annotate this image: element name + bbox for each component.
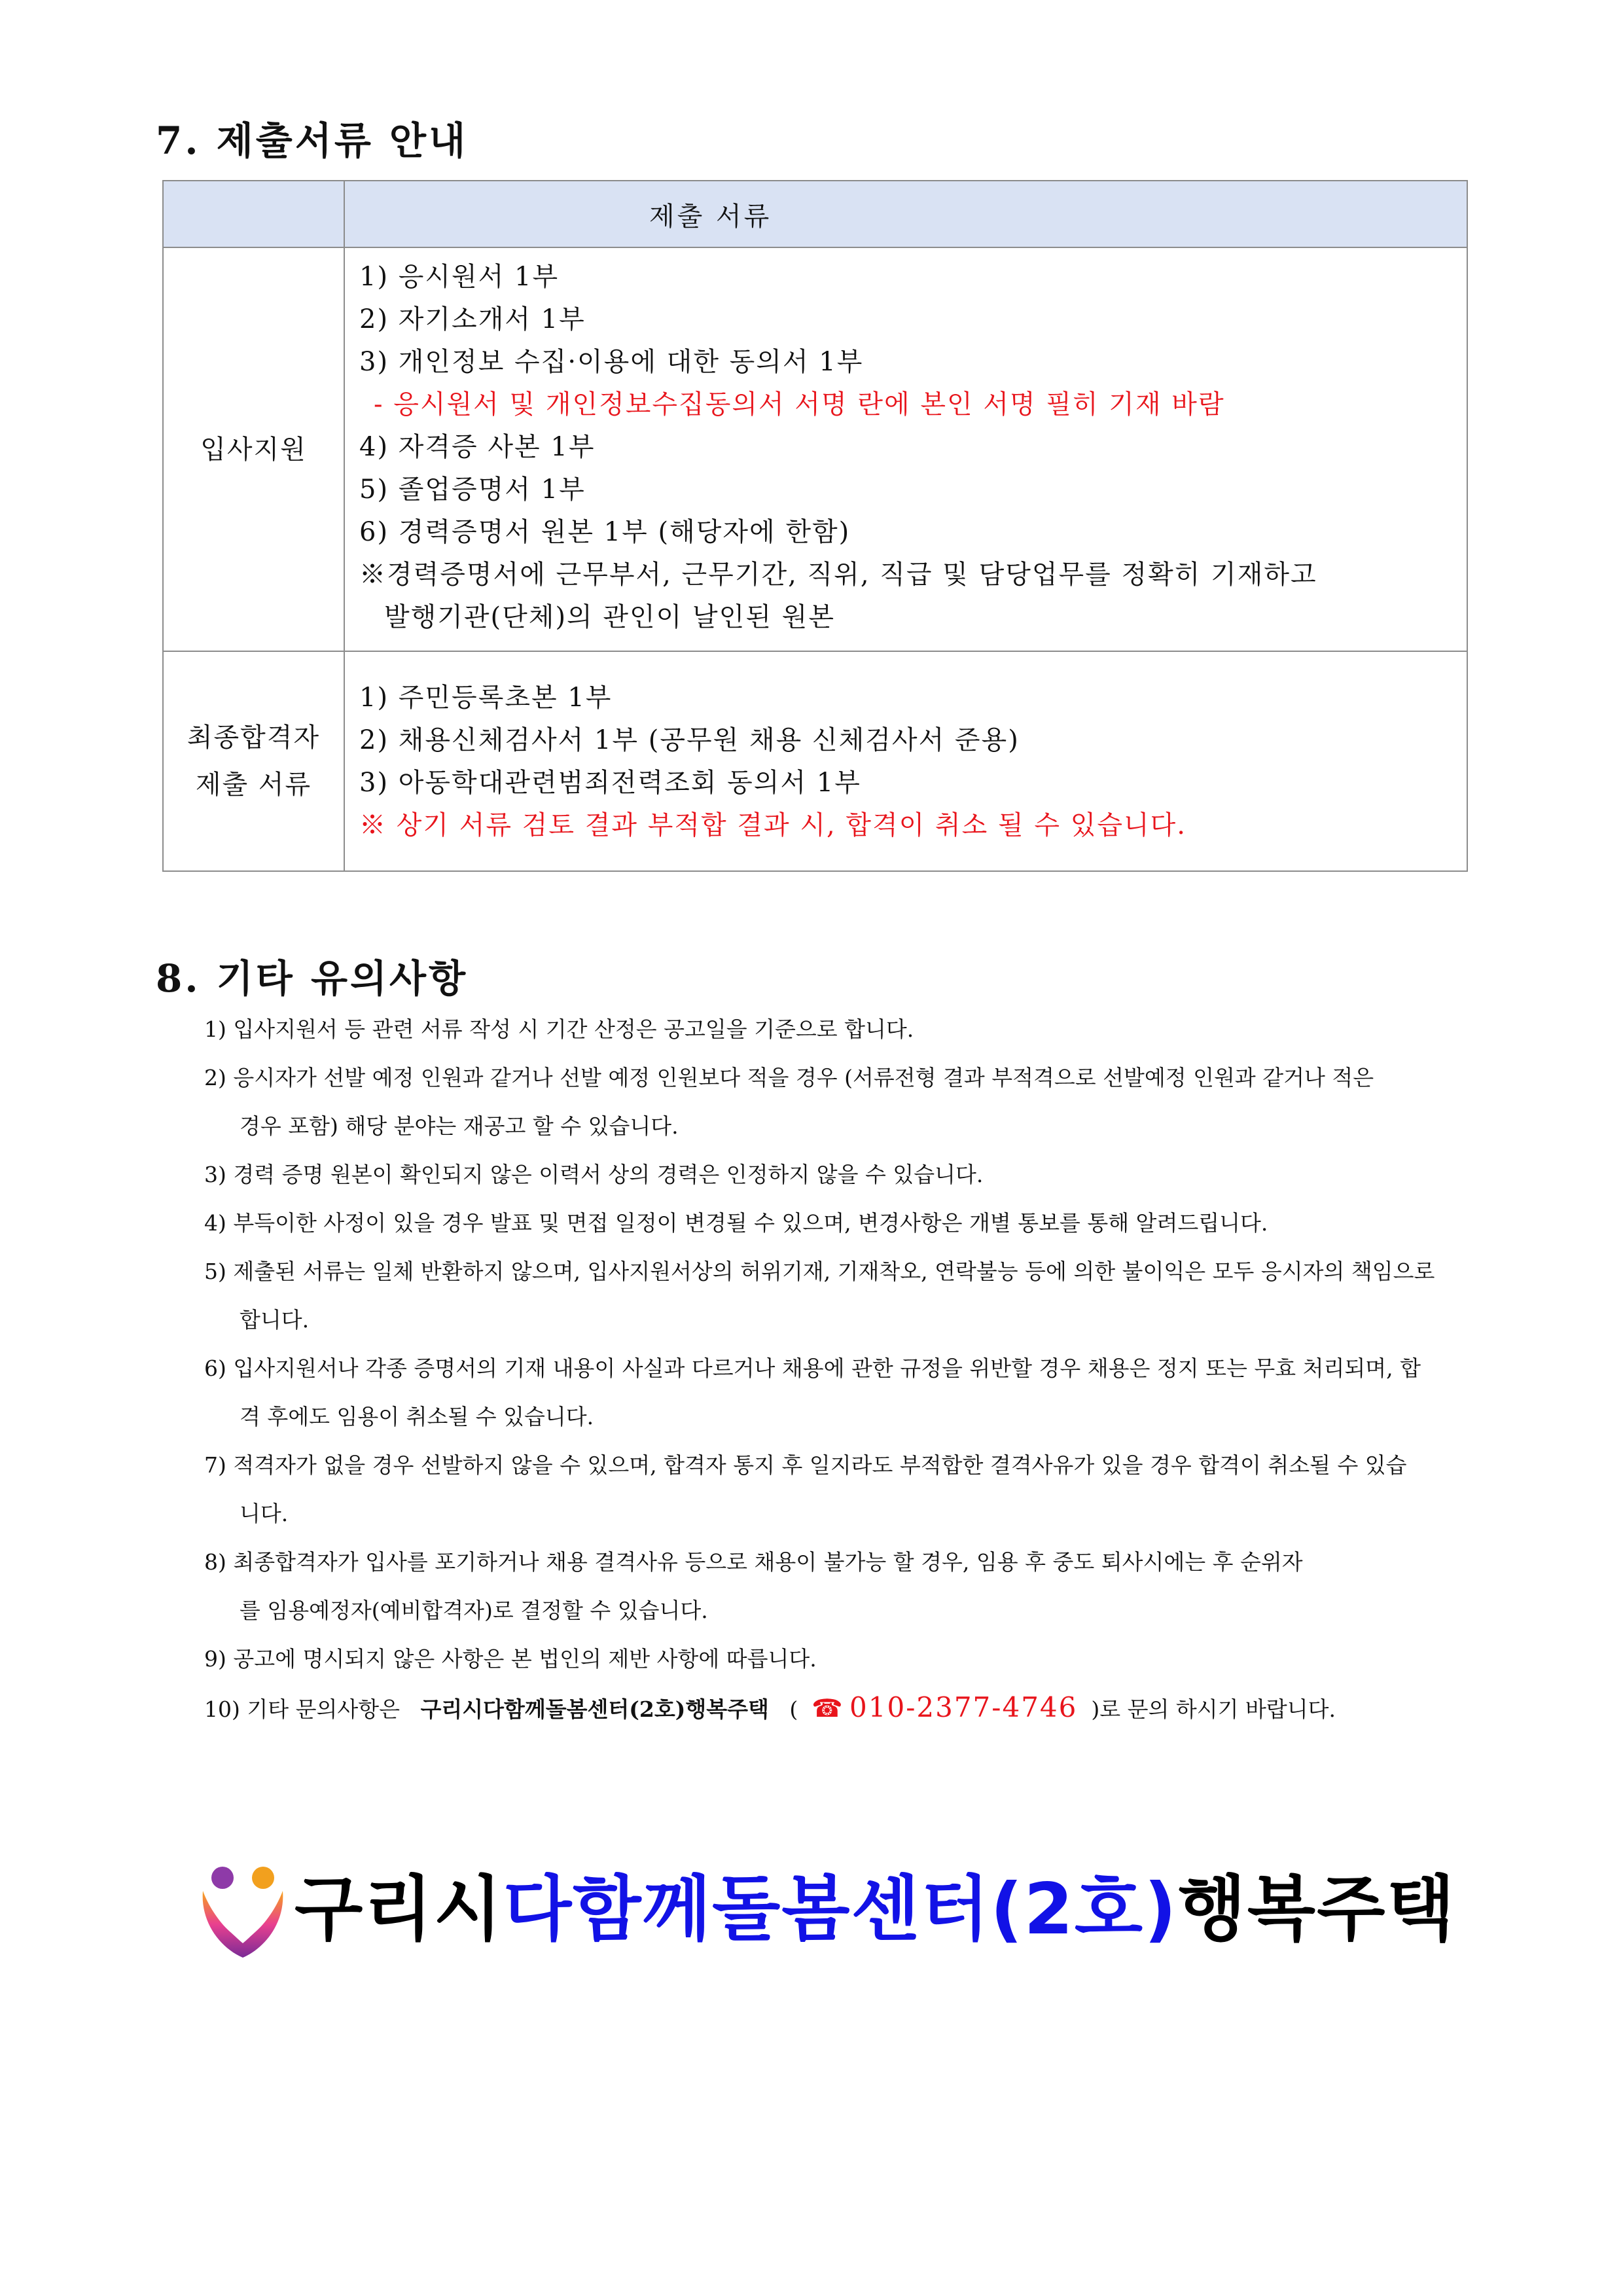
- contact-open-paren: (: [789, 1696, 798, 1722]
- note-item-continuation: 합니다.: [240, 1307, 310, 1333]
- logo-text-part: 구리시: [294, 1869, 503, 1950]
- note-item-continuation: 격 후에도 임용이 취소될 수 있습니다.: [240, 1404, 594, 1429]
- contact-suffix: )로 문의 하시기 바랍니다.: [1091, 1696, 1336, 1722]
- notes-list: [204, 1005, 1487, 1734]
- cancellation-warning: ※ 상기 서류 검토 결과 부적합 결과 시, 합격이 취소 될 수 있습니다.: [359, 810, 1187, 840]
- note-item-continuation: 경우 포함) 해당 분야는 재공고 할 수 있습니다.: [240, 1113, 679, 1139]
- list-item: 5) 졸업증명서 1부: [359, 475, 586, 505]
- note-item: 4) 부득이한 사정이 있을 경우 발표 및 면접 일정이 변경될 수 있으며, 변경사항은 개별 통보를 통해 알려드립니다.: [204, 1210, 1268, 1236]
- contact-organization: 구리시다함께돌봄센터(2호)행복주택: [420, 1696, 769, 1722]
- list-item: 1) 주민등록초본 1부: [359, 683, 613, 713]
- organization-logo: [194, 1857, 1456, 1962]
- list-item: 6) 경력증명서 원본 1부 (해당자에 한함): [359, 517, 851, 547]
- category-line: 최종합격자: [187, 723, 321, 753]
- note-item: 6) 입사지원서나 각종 증명서의 기재 내용이 사실과 다르거나 채용에 관한 규정을 위반할 경우 채용은 정지 또는 무효 처리되며, 합: [204, 1355, 1421, 1381]
- list-item: 3) 아동학대관련범죄전력조회 동의서 1부: [359, 768, 861, 798]
- organization-logo-text: [294, 1869, 1456, 1950]
- note-item: 3) 경력 증명 원본이 확인되지 않은 이력서 상의 경력은 인정하지 않을 수 있습니다.: [204, 1162, 984, 1187]
- table-row-final-candidates: [163, 651, 1467, 871]
- note-item: 2) 응시자가 선발 예정 인원과 같거나 선발 예정 인원보다 적을 경우 (서류전형 결과 부적격으로 선발예정 인원과 같거나 적은: [204, 1065, 1374, 1090]
- career-certificate-note-cont: 발행기관(단체)의 관인이 날인된 원본: [384, 602, 835, 632]
- note-item: 5) 제출된 서류는 일체 반환하지 않으며, 입사지원서상의 허위기재, 기재착오, 연락불능 등에 의한 불이익은 모두 응시자의 책임으로: [204, 1259, 1435, 1284]
- list-item: 2) 자기소개서 1부: [359, 304, 586, 334]
- table-header-category: [163, 181, 344, 247]
- note-item: 8) 최종합격자가 입사를 포기하거나 채용 결격사유 등으로 채용이 불가능 할 경우, 임용 후 중도 퇴사시에는 후 순위자: [204, 1549, 1303, 1575]
- final-documents-list: [344, 651, 1467, 871]
- category-final-candidates: [163, 651, 344, 871]
- note-item: 1) 입사지원서 등 관련 서류 작성 시 기간 산정은 공고일을 기준으로 합니다.: [204, 1016, 914, 1042]
- logo-text-part: 행복주택: [1177, 1869, 1456, 1950]
- application-documents-list: [344, 247, 1467, 651]
- list-item: 4) 자격증 사본 1부: [359, 432, 596, 462]
- note-item-continuation: 를 임용예정자(예비합격자)로 결정할 수 있습니다.: [240, 1598, 708, 1623]
- submission-documents-table: [162, 180, 1468, 872]
- note-item: 7) 적격자가 없을 경우 선발하지 않을 수 있으며, 합격자 통지 후 일지라도 부적합한 결격사유가 있을 경우 합격이 취소될 수 있습: [204, 1452, 1407, 1478]
- list-item: 2) 채용신체검사서 1부 (공무원 채용 신체검사서 준용): [359, 725, 1020, 755]
- table-header-row: [163, 181, 1467, 247]
- category-application: 입사지원: [163, 247, 344, 651]
- logo-text-part: 다함께돌봄센터(2호): [503, 1869, 1178, 1950]
- section-7-title: 7. 제출서류 안내: [156, 118, 469, 163]
- category-line: 제출 서류: [195, 770, 312, 800]
- contact-phone-number: 010-2377-4746: [849, 1691, 1078, 1723]
- contact-note: [204, 1683, 1487, 1734]
- list-item: 1) 응시원서 1부: [359, 262, 560, 292]
- phone-icon: ☎: [812, 1694, 843, 1723]
- table-header-documents: 제출 서류: [344, 181, 1467, 247]
- career-certificate-note: ※경력증명서에 근무부서, 근무기간, 직위, 직급 및 담당업무를 정확히 기재하고: [359, 560, 1317, 590]
- list-item: 3) 개인정보 수집·이용에 대한 동의서 1부: [359, 347, 864, 377]
- heart-people-logo-icon: [194, 1859, 292, 1961]
- signature-warning: - 응시원서 및 개인정보수집동의서 서명 란에 본인 서명 필히 기재 바람: [374, 389, 1225, 420]
- table-row-application: [163, 247, 1467, 651]
- contact-prefix: 10) 기타 문의사항은: [204, 1696, 400, 1722]
- section-8-title: 8. 기타 유의사항: [156, 956, 469, 1001]
- note-item: 9) 공고에 명시되지 않은 사항은 본 법인의 제반 사항에 따릅니다.: [204, 1646, 817, 1672]
- note-item-continuation: 니다.: [240, 1501, 289, 1526]
